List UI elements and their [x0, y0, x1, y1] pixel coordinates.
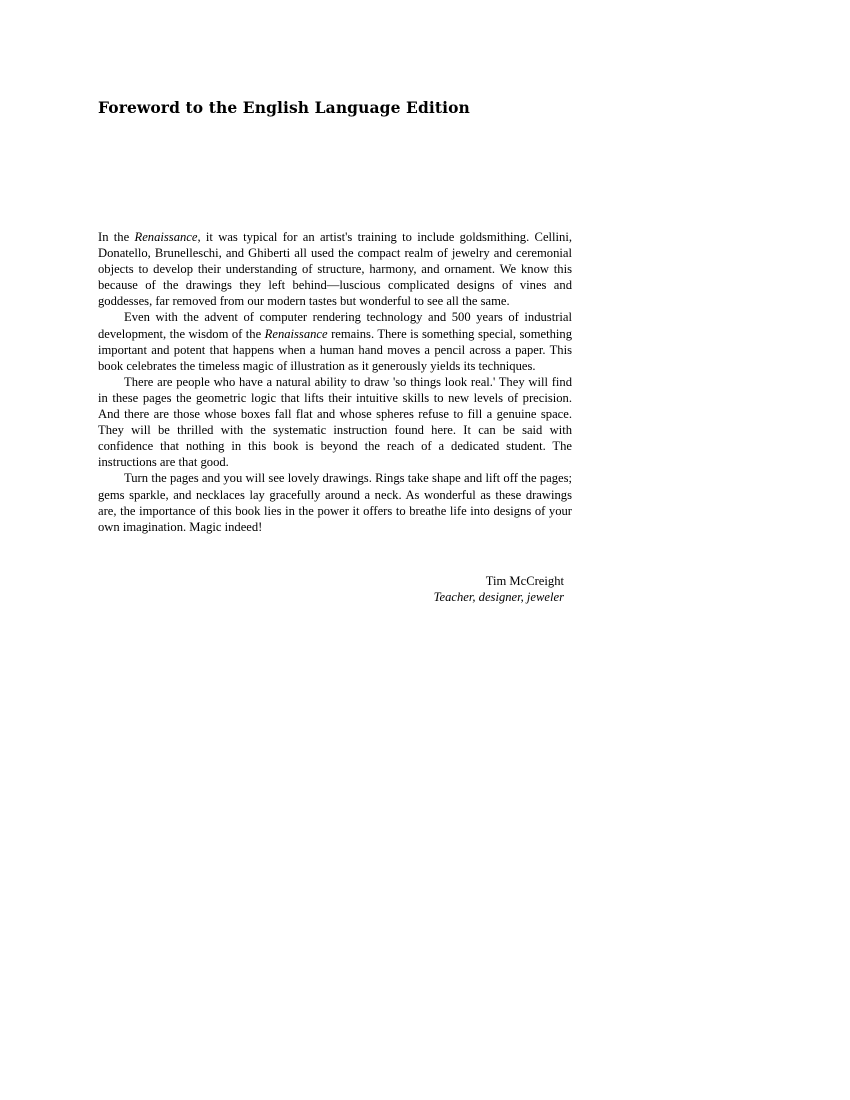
signature-role: Teacher, designer, jeweler	[433, 590, 564, 605]
foreword-body	[98, 229, 572, 535]
paragraph-2: Even with the advent of computer rendering technology and 500 years of industrial development, the wisdom of the Renaissance remains. There is something special, something important and potent that happens when a human hand moves a pencil across a paper. This book celebrates the timeless magic of illustration as it generously yields its techniques.	[98, 310, 572, 373]
signature-block	[98, 573, 572, 605]
paragraph-4: Turn the pages and you will see lovely drawings. Rings take shape and lift off the pages; gems sparkle, and necklaces lay gracefully around a neck. As wonderful as these drawings are, the importance of this book lies in the power it offers to breathe life into designs of your own imagination. Magic indeed!	[98, 471, 572, 534]
paragraph-1: In the Renaissance, it was typical for an artist's training to include goldsmithing. Cellini, Donatello, Brunelleschi, and Ghiberti all used the compact realm of jewelry and ceremonial objects to develop their understanding of structure, harmony, and ornament. We know this because of the drawings they left behind—luscious complicated designs of vines and goddesses, far removed from our modern tastes but wonderful to see all the same.	[98, 230, 572, 309]
page-header	[98, 98, 572, 117]
page-title: Foreword to the English Language Edition	[98, 98, 470, 117]
paragraph-3: There are people who have a natural ability to draw 'so things look real.' They will find in these pages the geometric logic that lifts their intuitive skills to new levels of precision. And there are those whose boxes fall flat and whose spheres refuse to fill a genuine space. They will be thrilled with the systematic instruction found here. It can be said with confidence that nothing in this book is beyond the reach of a dedicated student. The instructions are that good.	[98, 374, 572, 470]
italic-run: Renaissance	[264, 326, 328, 341]
italic-run: Renaissance	[134, 230, 198, 244]
signature-name: Tim McCreight	[485, 574, 564, 588]
